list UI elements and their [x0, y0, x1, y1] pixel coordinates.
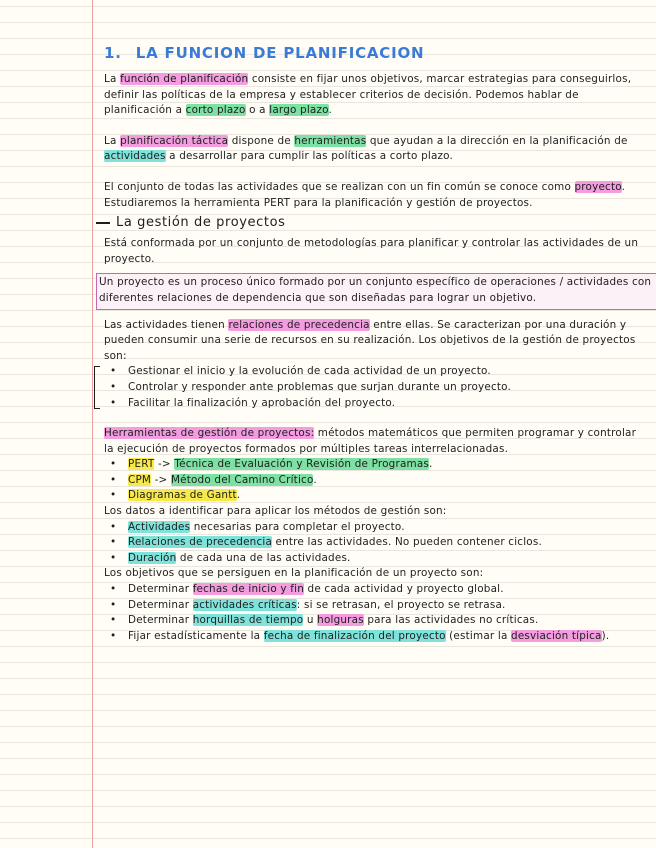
arrow-text: -> — [154, 458, 175, 471]
highlight-herramientas: herramientas — [294, 134, 367, 147]
section-heading — [96, 214, 649, 232]
highlight-actividades: actividades — [104, 150, 166, 163]
text: a desarrollar para cumplir las políticas a corto plazo. — [165, 150, 454, 163]
list-item — [104, 457, 649, 473]
text: . — [328, 104, 333, 117]
text: . — [236, 489, 241, 502]
paragraph-activities — [104, 318, 649, 365]
text: u — [303, 614, 318, 627]
spacer — [104, 119, 649, 134]
text: de cada una de las actividades. — [176, 551, 351, 564]
section-heading-text: La gestión de proyectos — [116, 215, 286, 231]
spacer — [104, 165, 649, 180]
text: : si se retrasan, el proyecto se retrasa. — [296, 598, 506, 611]
highlight-pert-desc: Técnica de Evaluación y Revisión de Programas — [174, 458, 430, 471]
list-item — [104, 488, 649, 504]
highlight-pert: PERT — [128, 458, 155, 471]
list-item: • Facilitar la finalización y aprobación del proyecto. — [104, 396, 649, 412]
objectives-intro: Los objetivos que se persiguen en la planificación de un proyecto son: — [104, 567, 484, 580]
page-title — [104, 44, 649, 62]
text: o a — [245, 104, 270, 117]
highlight-relaciones-precedencia: relaciones de precedencia — [228, 318, 370, 331]
goals-group — [104, 364, 649, 411]
highlight-actividades-item: Actividades — [128, 520, 191, 533]
highlight-fechas: fechas de inicio y fin — [192, 583, 305, 596]
highlight-desviacion: desviación típica — [511, 629, 602, 642]
text: que ayudan a la dirección en la planificación de — [366, 134, 628, 147]
tools-list — [104, 457, 649, 504]
text: métodos matemáticos que permiten programar y controlar la ejecución de proyectos formados por múltiples tareas interrelacionadas. — [104, 427, 637, 455]
title-number: 1. — [104, 44, 122, 62]
paragraph-project-management: Está conformada por un conjunto de metodologías para planificar y controlar las actividades de un proyecto. — [104, 237, 639, 265]
highlight-duracion-item: Duración — [128, 551, 177, 564]
text: La — [104, 134, 121, 147]
data-intro: Los datos a identificar para aplicar los métodos de gestión son: — [104, 505, 447, 518]
paragraph-tools — [104, 426, 649, 457]
list-item — [104, 551, 649, 567]
highlight-relaciones-item: Relaciones de precedencia — [128, 536, 273, 549]
list-item: • Gestionar el inicio y la evolución de cada actividad de un proyecto. — [104, 364, 649, 380]
highlight-fecha-finalizacion: fecha de finalización del proyecto — [263, 629, 446, 642]
list-item — [104, 535, 649, 551]
highlight-herramientas-gestion: Herramientas de gestión de proyectos: — [104, 427, 315, 440]
list-item — [104, 473, 649, 489]
note-page — [99, 44, 652, 644]
text: . — [313, 473, 317, 486]
text: ). — [601, 629, 610, 642]
text: entre las actividades. No pueden contener ciclos. — [272, 536, 542, 549]
text: dispone de — [228, 134, 295, 147]
text: entre ellas. Se caracterizan por una duración y pueden consumir una serie de recursos en su realización. Los objetivos de la gestión de proyectos son: — [104, 318, 636, 362]
highlight-cpm: CPM — [128, 473, 152, 486]
highlight-proyecto: proyecto — [574, 180, 622, 193]
highlight-funcion-planificacion: función de planificación — [120, 73, 249, 85]
text: Las actividades tienen — [104, 318, 229, 331]
text: para las actividades no críticas. — [363, 614, 539, 627]
highlight-planificacion-tactica: planificación táctica — [120, 134, 229, 147]
spacer — [104, 411, 649, 426]
paragraph-project-definition — [104, 180, 649, 211]
definition-text: Un proyecto es un proceso único formado por un conjunto específico de operaciones / actividades con diferentes relaciones de dependencia que son diseñadas para lograr un objetivo. — [99, 276, 652, 304]
list-item — [104, 520, 649, 536]
highlight-largo-plazo: largo plazo — [269, 104, 329, 117]
highlight-holguras: holguras — [317, 614, 364, 627]
notebook-margin-line — [92, 0, 93, 848]
text: . Estudiaremos la herramienta PERT para la planificación y gestión de proyectos. — [104, 180, 626, 209]
list-item: • Controlar y responder ante problemas que surjan durante un proyecto. — [104, 380, 649, 396]
text: de cada actividad y proyecto global. — [304, 583, 504, 596]
text: necesarias para completar el proyecto. — [190, 520, 405, 533]
highlight-cpm-desc: Método del Camino Crítico — [170, 473, 314, 486]
title-text: LA FUNCION DE PLANIFICACION — [135, 44, 425, 62]
text: Determinar — [128, 583, 193, 596]
dash-icon — [96, 222, 110, 224]
text: Determinar — [128, 614, 193, 627]
highlight-gantt: Diagramas de Gantt — [128, 489, 237, 502]
highlight-corto-plazo: corto plazo — [185, 104, 246, 117]
text: (estimar la — [445, 629, 512, 642]
definition-box — [96, 273, 656, 309]
text: Determinar — [128, 598, 193, 611]
data-list — [104, 520, 649, 567]
list-item — [104, 613, 649, 629]
bracket-mark — [94, 366, 100, 409]
list-item — [104, 582, 649, 598]
paragraph-tactical-planning — [104, 134, 649, 165]
text: La — [104, 73, 121, 85]
paragraph-planning-function — [104, 72, 649, 119]
arrow-text: -> — [151, 473, 171, 486]
goals-list — [104, 364, 649, 411]
highlight-horquillas: horquillas de tiempo — [192, 614, 304, 627]
list-item — [104, 629, 649, 645]
text: consiste en fijar unos objetivos, marcar estrategias para conseguirlos, definir las políticas de la empresa y establecer criterios de decisión. Podemos hablar de planificación a — [104, 73, 632, 117]
text: El conjunto de todas las actividades que se realizan con un fin común se conoce como — [104, 180, 575, 193]
text: . — [429, 458, 433, 471]
text: Fijar estadísticamente la — [128, 629, 264, 642]
list-item — [104, 598, 649, 614]
highlight-actividades-criticas: actividades críticas — [192, 598, 297, 611]
objectives-list — [104, 582, 649, 644]
